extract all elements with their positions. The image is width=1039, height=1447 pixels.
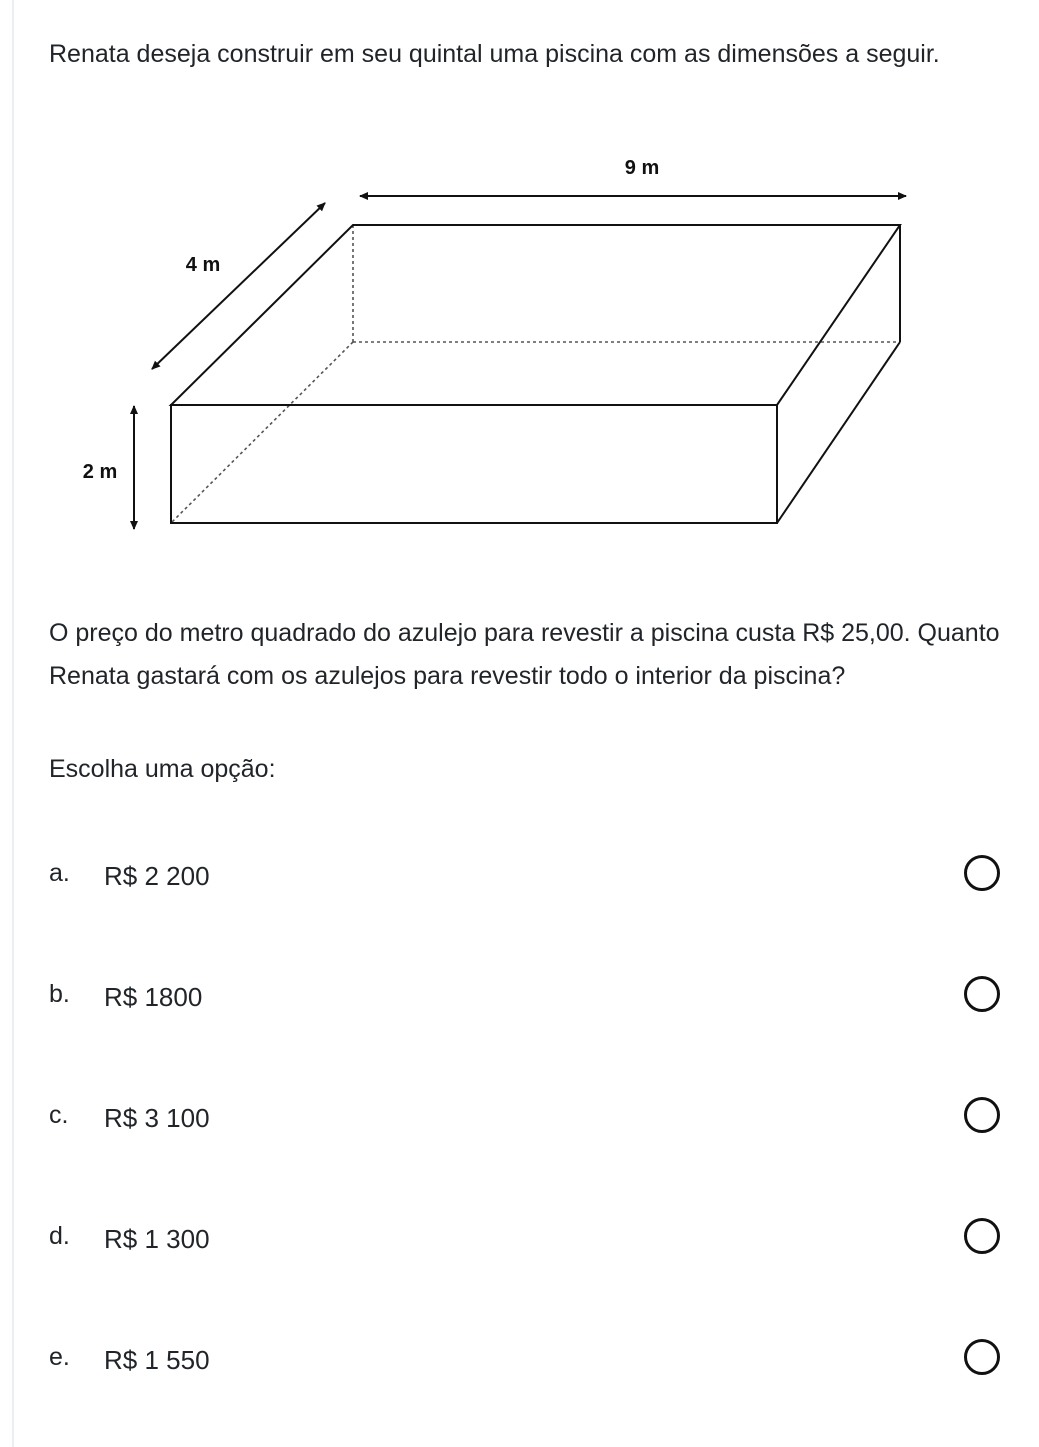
width-label: 4 m: [185, 254, 221, 276]
option-letter: b.: [49, 980, 70, 1008]
option-d[interactable]: [49, 1209, 1009, 1269]
radio-button[interactable]: [964, 1097, 1000, 1133]
content-left-border: [0, 0, 14, 1447]
hidden-edges: [171, 225, 900, 523]
length-label: 9 m: [624, 157, 660, 179]
hidden-left-bottom-edge: [171, 342, 353, 523]
answer-prompt: Escolha uma opção:: [49, 755, 276, 783]
question-body-text: O preço do metro quadrado do azulejo para revestir a piscina custa R$ 25,00. Quanto Renata gastará com os azulejos para revestir todo o interior da piscina?: [49, 619, 1000, 690]
option-c[interactable]: [49, 1088, 1009, 1148]
front-face: [171, 405, 777, 523]
option-b[interactable]: [49, 967, 1009, 1027]
visible-edges: [171, 225, 900, 523]
pool-diagram: [60, 145, 920, 545]
option-e[interactable]: [49, 1330, 1009, 1390]
option-value: R$ 1 300: [104, 1224, 210, 1254]
option-value: R$ 3 100: [104, 1103, 210, 1133]
radio-button[interactable]: [964, 855, 1000, 891]
option-value: R$ 1800: [104, 982, 203, 1012]
radio-button[interactable]: [964, 976, 1000, 1012]
top-face: [171, 225, 900, 405]
depth-label: 2 m: [82, 461, 118, 483]
option-letter: a.: [49, 859, 70, 887]
option-value: R$ 1 550: [104, 1345, 210, 1375]
right-bottom-edge: [777, 342, 900, 523]
option-a[interactable]: [49, 846, 1009, 906]
option-letter: e.: [49, 1343, 70, 1371]
question-intro-text: Renata deseja construir em seu quintal uma piscina com as dimensões a seguir.: [49, 40, 940, 68]
radio-button[interactable]: [964, 1218, 1000, 1254]
radio-button[interactable]: [964, 1339, 1000, 1375]
option-letter: c.: [49, 1101, 69, 1129]
option-value: R$ 2 200: [104, 861, 210, 891]
option-letter: d.: [49, 1222, 70, 1250]
width-arrow: [152, 203, 325, 369]
